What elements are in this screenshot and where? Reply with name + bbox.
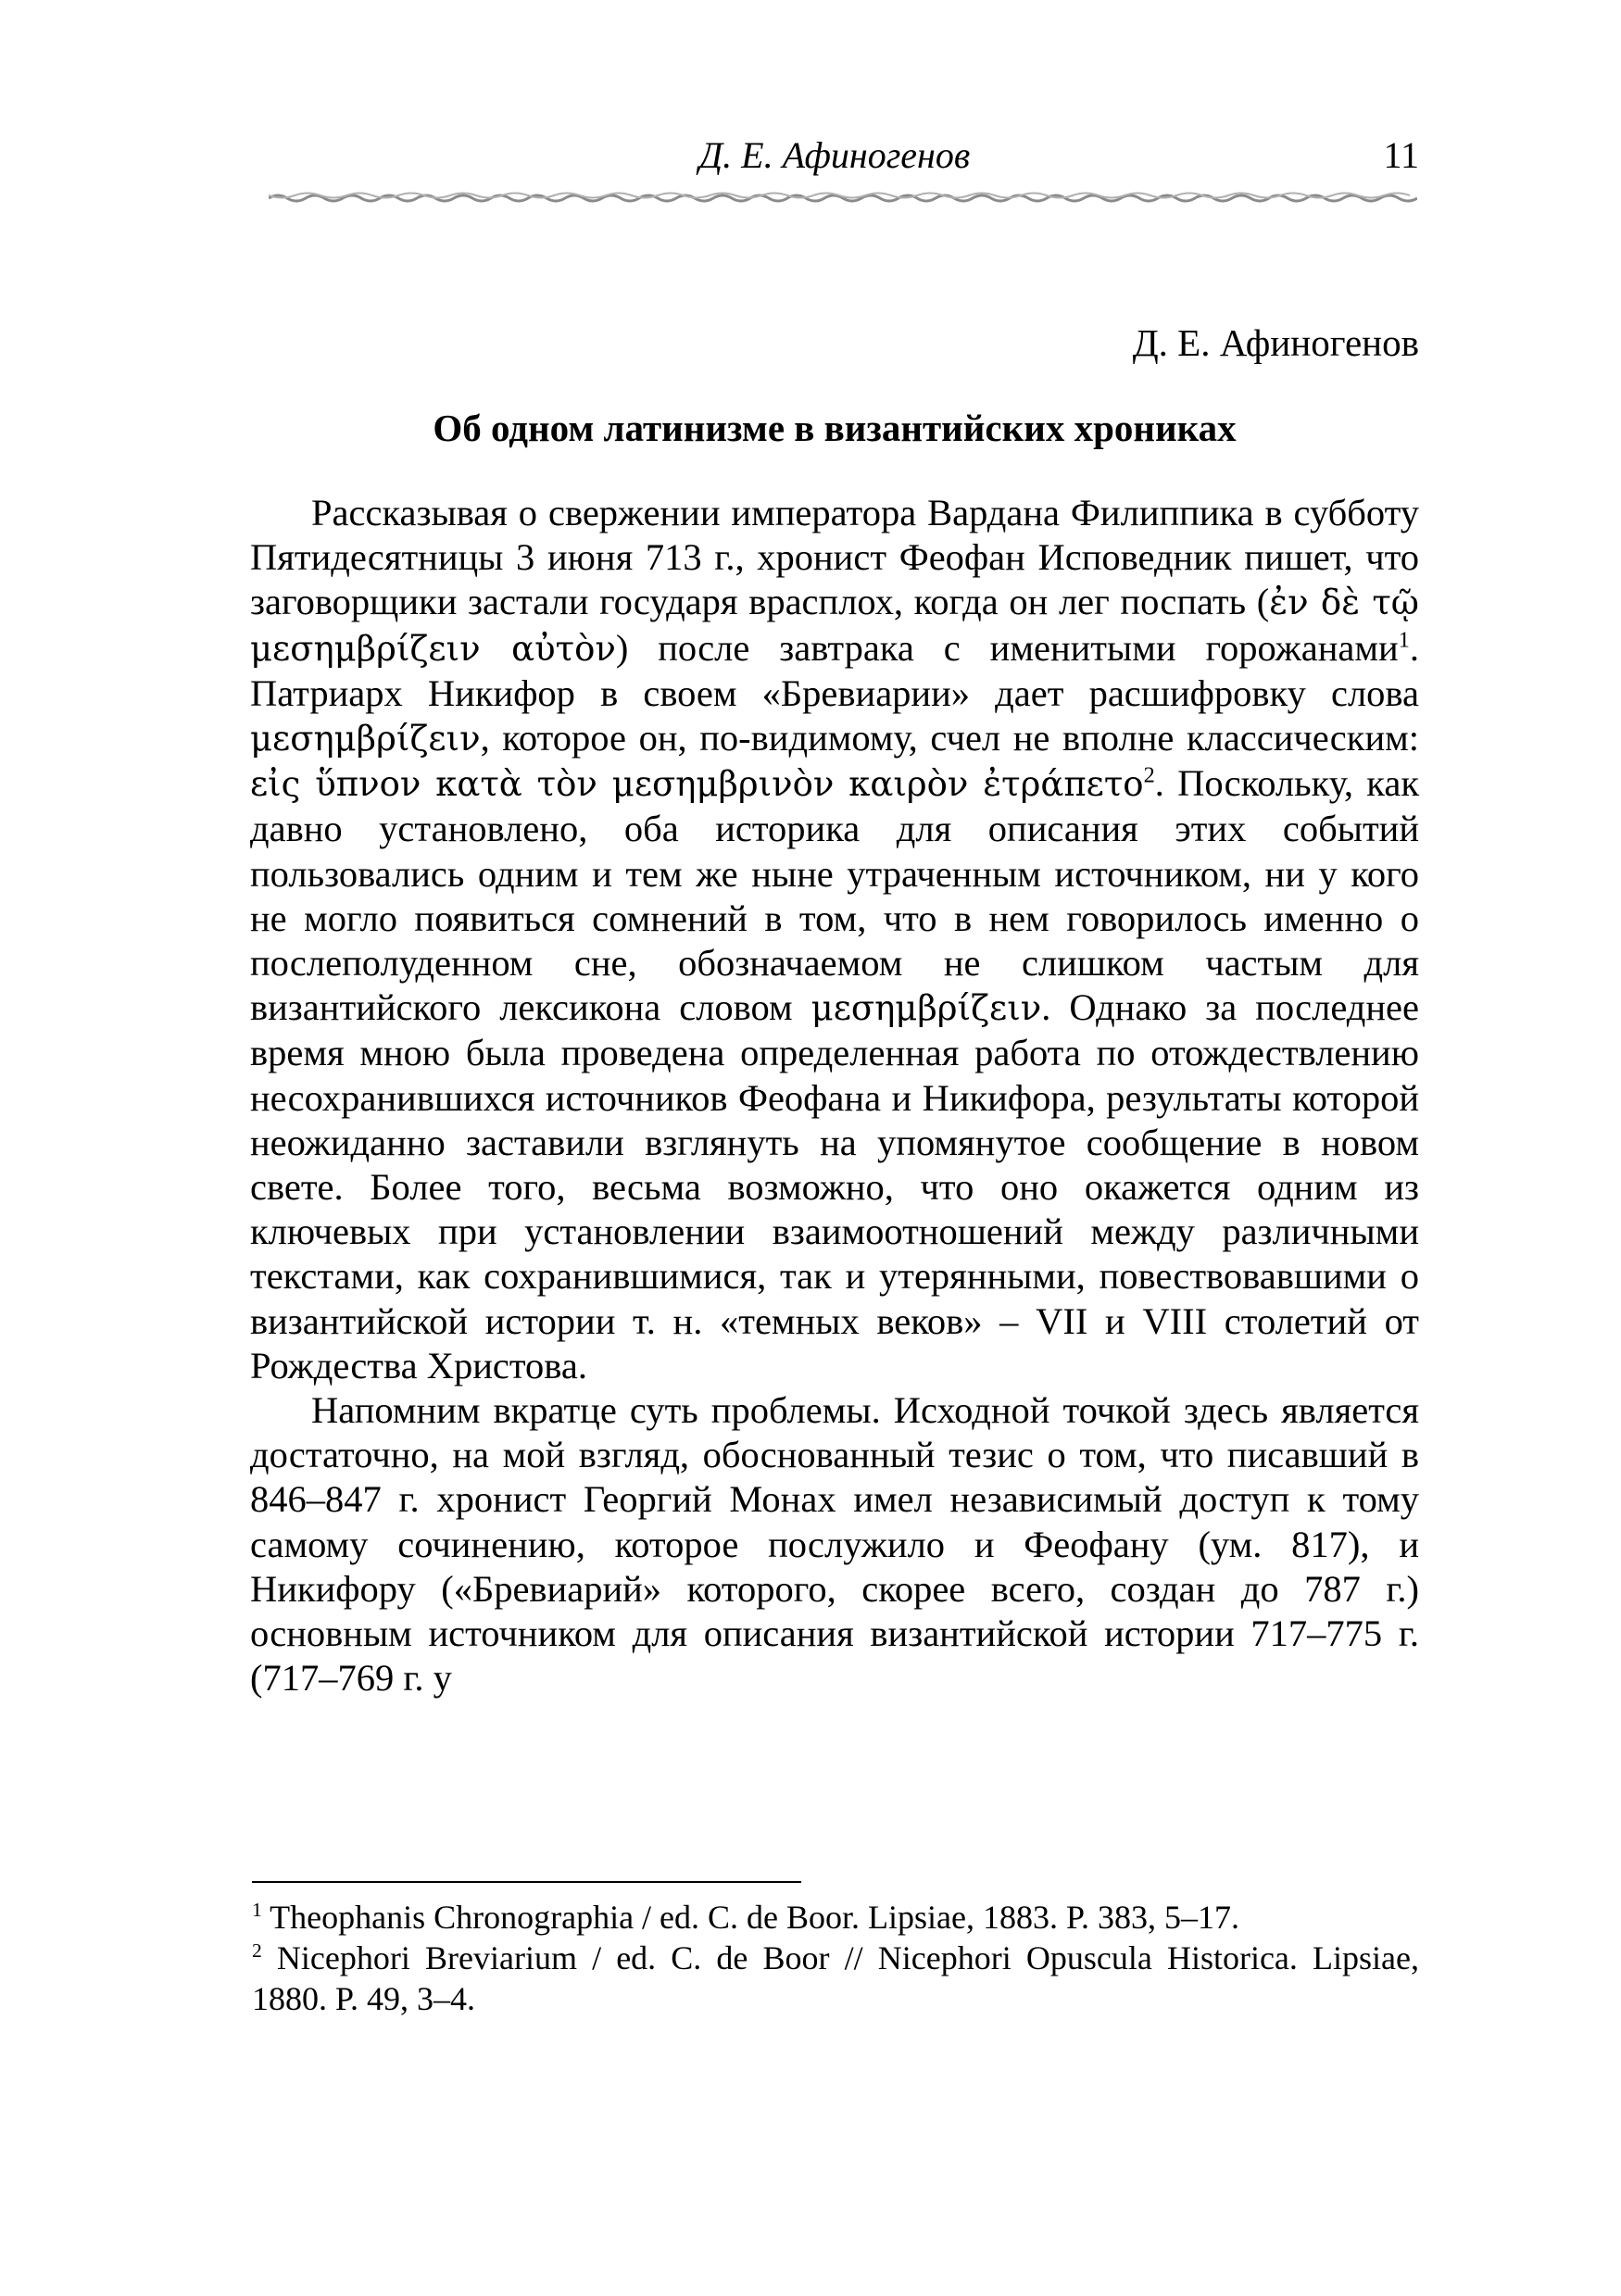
paragraph-text: ) после завтрака с именитыми горожанами [615,626,1399,669]
running-head [250,128,1419,183]
paragraph-text: . Патриарх Никифор в своем «Бревиарии» дает расшифровку слова [250,626,1419,714]
footnotes [252,1897,1419,2019]
greek-word: μεσημβρίζειν [250,719,481,759]
article-title: Об одном латинизме в византийских хрониках [433,407,1237,449]
paragraph-text: Рассказывая о свержении императора Вардана Филиппика в субботу Пятидесятницы 3 июня 713 г., хронист Феофан Исповедник пишет, что заговорщики застали государя врасплох, когда он лег поспать ( [250,492,1419,623]
article-author: Д. Е. Афиногенов [1132,321,1419,364]
greek-word: μεσημβρίζειν [810,988,1042,1029]
footnote-text: Theophanis Chronographia / ed. C. de Boor. Lipsiae, 1883. P. 383, 5–17. [261,1899,1240,1936]
paragraph-2: Напомним вкратце суть проблемы. Исходной точкой здесь является достаточно, на мой взгляд, обоснованный тезис о том, что писавший в 846–847 г. хронист Георгий Монах имел независимый доступ к тому самому сочинению, которое послужило и Феофану (ум. 817), и Никифору («Бревиарий» которого, скорее всего, создан до 787 г.) основным источником для описания византийской истории 717–775 г. (717–769 г. у [250,1389,1419,1700]
footnote-marker: 1 [252,1899,262,1921]
footnote-ref-1[interactable]: 1 [1398,627,1410,653]
footnote-1 [252,1897,1419,1938]
footnote-text: Nicephori Breviarium / ed. C. de Boor // Nicephori Opuscula Historica. Lipsiae, 1880. P. 49, 3–4. [252,1939,1419,2017]
paragraph-text: , которое он, по-видимому, счел не вполне классическим: [480,717,1419,759]
running-head-author: Д. Е. Афиногенов [698,134,971,176]
footnote-ref-2[interactable]: 2 [1143,762,1155,788]
page-number: 11 [1383,134,1419,176]
paragraph-1 [250,491,1419,1388]
article-body [250,491,1419,1700]
paragraph-text: . Поскольку, как давно установлено, оба историка для описания этих событий пользовались одним и тем же ныне утраченным источником, ни у кого не могло появиться сомнений в том, что в нем говорилось именно о послеполуденном сне, обозначаемом не слишком частым для византийского лексикона словом [250,762,1420,1029]
greek-quote: εἰς ὕπνον κατὰ τὸν μεσημβρινὸν καιρὸν ἐτράπετο [250,764,1144,805]
footnote-marker: 2 [252,1939,262,1962]
footnote-separator [252,1881,801,1883]
greek-quote: ἐν δὲ τῷ μεσημβρίζειν αὐτὸν [250,583,1419,669]
paragraph-text: . Однако за последнее время мною была проведена определенная работа по отождествлению несохранившихся источников Феофана и Никифора, результаты которой неожиданно заставили взглянуть на упомянутое сообщение в новом свете. Более того, весьма возможно, что оно окажется одним из ключевых при установлении взаимоотношений между различными текстами, как сохранившимися, так и утерянными, повествовавшими о византийской истории т. н. «темных веков» – VII и VIII столетий от Рождества Христова. [250,986,1419,1386]
footnote-2 [252,1938,1419,2019]
header-ornament-divider [269,190,1417,203]
